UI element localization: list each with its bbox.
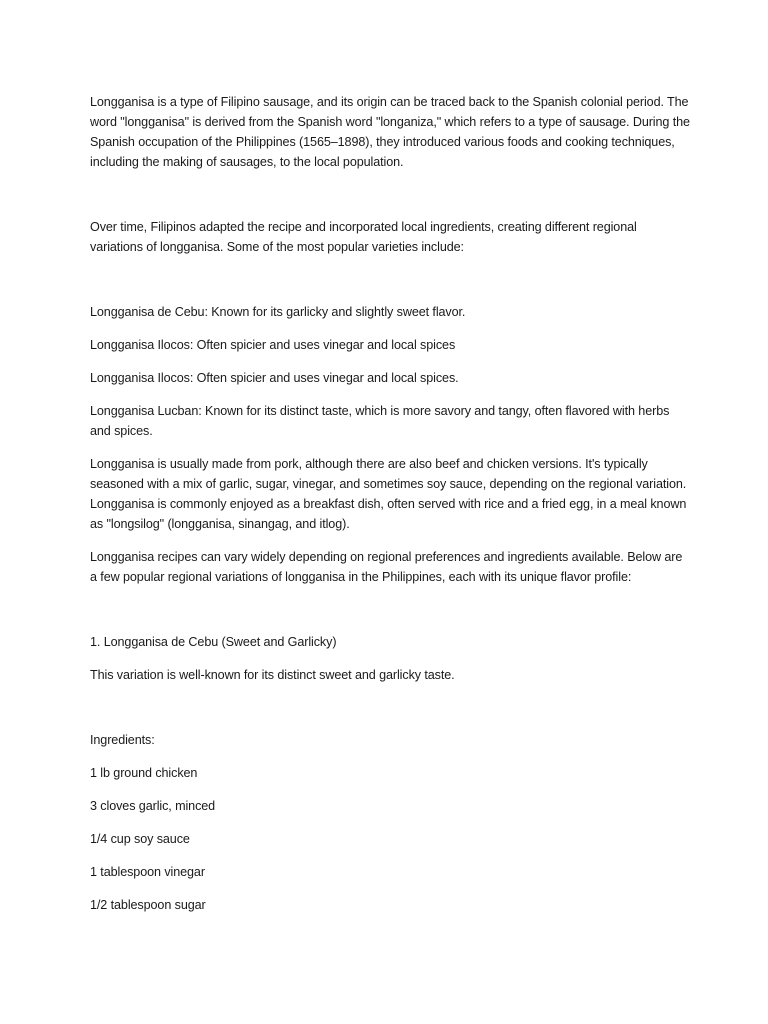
variety-cebu: Longganisa de Cebu: Known for its garlicky and slightly sweet flavor.	[90, 305, 466, 319]
variety-ilocos: Longganisa Ilocos: Often spicier and uses vinegar and local spices	[90, 338, 456, 352]
ingredient-item: 1/2 tablespoon sugar	[90, 898, 206, 912]
variety-ilocos-repeat: Longganisa Ilocos: Often spicier and uses vinegar and local spices.	[90, 371, 459, 385]
ingredient-item: 3 cloves garlic, minced	[90, 799, 216, 813]
recipe-heading-cebu: 1. Longganisa de Cebu (Sweet and Garlicky)	[90, 635, 337, 649]
document-page	[90, 92, 690, 915]
paragraph-recipes-intro: Longganisa recipes can vary widely depending on regional preferences and ingredients available. Below are a few popular regional variations of longganisa in the Philippines, each with its unique flavor profile:	[90, 550, 683, 584]
paragraph-preparation: Longganisa is usually made from pork, although there are also beef and chicken versions. It's typically seasoned with a mix of garlic, sugar, vinegar, and sometimes soy sauce, depending on the regional variation. Longganisa is commonly enjoyed as a breakfast dish, often served with rice and a fried egg, in a meal known as "longsilog" (longganisa, sinangag, and itlog).	[90, 457, 687, 531]
recipe-description: This variation is well-known for its distinct sweet and garlicky taste.	[90, 668, 455, 682]
paragraph-origin: Longganisa is a type of Filipino sausage, and its origin can be traced back to the Spanish colonial period. The word "longganisa" is derived from the Spanish word "longaniza," which refers to a type of sausage. During the Spanish occupation of the Philippines (1565–1898), they introduced various foods and cooking techniques, including the making of sausages, to the local population.	[90, 95, 690, 169]
paragraph-adaptation: Over time, Filipinos adapted the recipe and incorporated local ingredients, creating different regional variations of longganisa. Some of the most popular varieties include:	[90, 220, 637, 254]
variety-lucban: Longganisa Lucban: Known for its distinct taste, which is more savory and tangy, often flavored with herbs and spices.	[90, 404, 670, 438]
ingredients-heading: Ingredients:	[90, 733, 155, 747]
ingredient-item: 1 tablespoon vinegar	[90, 865, 205, 879]
ingredient-item: 1/4 cup soy sauce	[90, 832, 190, 846]
ingredient-item: 1 lb ground chicken	[90, 766, 198, 780]
